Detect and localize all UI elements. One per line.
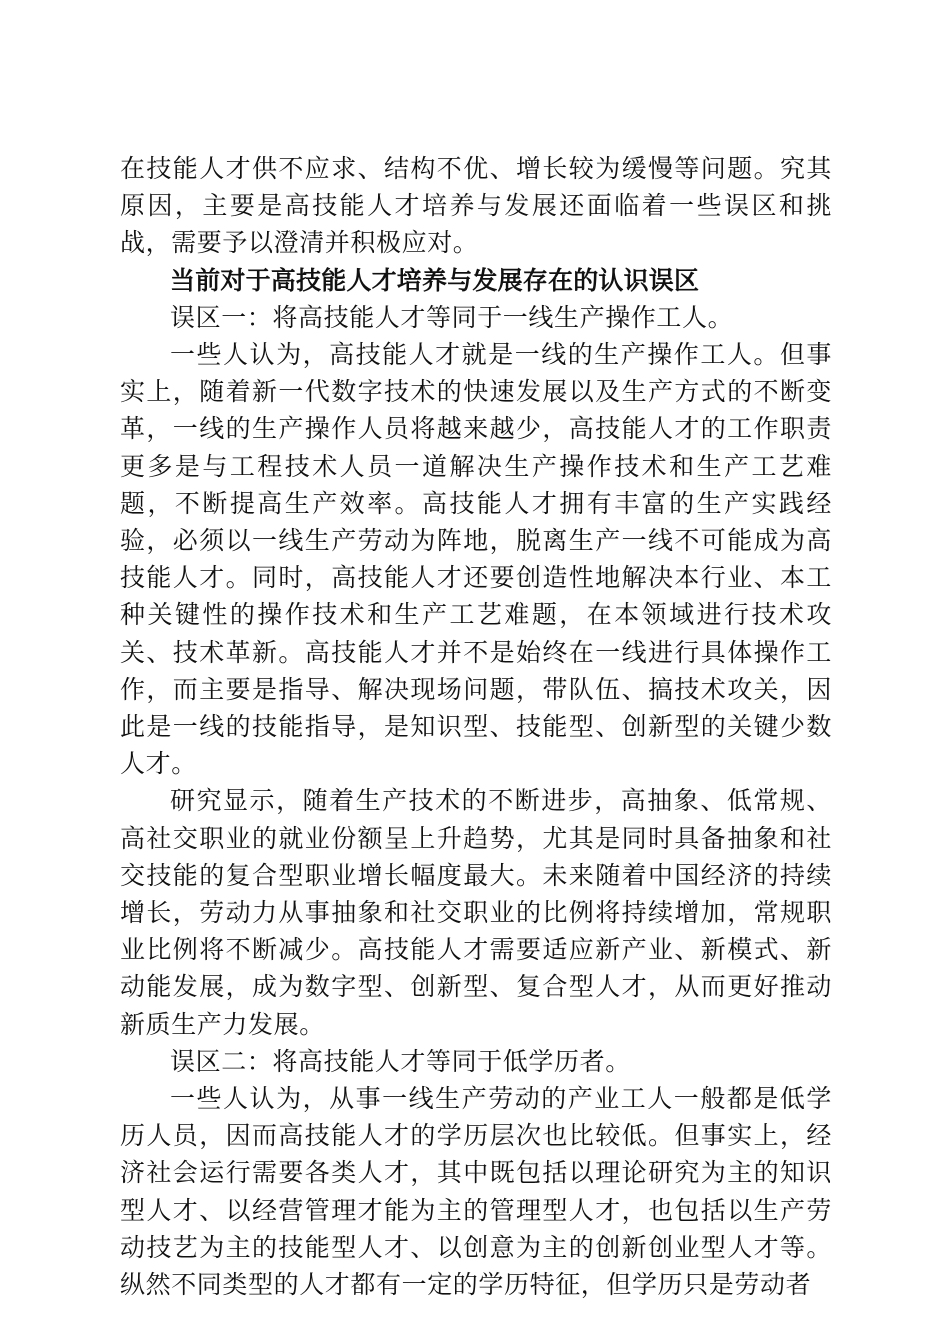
misconception-one-title: 误区一：将高技能人才等同于一线生产操作工人。 [170,302,734,332]
misconception-two-title: 误区二：将高技能人才等同于低学历者。 [170,1046,631,1076]
document-body [120,150,832,1303]
body-paragraph: 一些人认为，从事一线生产劳动的产业工人一般都是低学历人员，因而高技能人才的学历层次也比较低。但事实上，经济社会运行需要各类人才，其中既包括以理论研究为主的知识型人才、以经营管理才能为主的管理型人才，也包括以生产劳动技艺为主的技能型人才、以创意为主的创新创业型人才等。纵然不同类型的人才都有一定的学历特征，但学历只是劳动者 [120,1084,832,1300]
continuation-paragraph: 在技能人才供不应求、结构不优、增长较为缓慢等问题。究其原因，主要是高技能人才培养与发展还面临着一些误区和挑战，需要予以澄清并积极应对。 [120,154,832,258]
body-paragraph: 研究显示，随着生产技术的不断进步，高抽象、低常规、高社交职业的就业份额呈上升趋势，尤其是同时具备抽象和社交技能的复合型职业增长幅度最大。未来随着中国经济的持续增长，劳动力从事抽象和社交职业的比例将持续增加，常规职业比例将不断减少。高技能人才需要适应新产业、新模式、新动能发展，成为数字型、创新型、复合型人才，从而更好推动新质生产力发展。 [120,786,832,1039]
section-heading: 当前对于高技能人才培养与发展存在的认识误区 [170,265,700,295]
body-paragraph: 一些人认为，高技能人才就是一线的生产操作工人。但事实上，随着新一代数字技术的快速发展以及生产方式的不断变革，一线的生产操作人员将越来越少，高技能人才的工作职责更多是与工程技术人员一道解决生产操作技术和生产工艺难题，不断提高生产效率。高技能人才拥有丰富的生产实践经验，必须以一线生产劳动为阵地，脱离生产一线不可能成为高技能人才。同时，高技能人才还要创造性地解决本行业、本工种关键性的操作技术和生产工艺难题，在本领域进行技术攻关、技术革新。高技能人才并不是始终在一线进行具体操作工作，而主要是指导、解决现场问题，带队伍、搞技术攻关，因此是一线的技能指导，是知识型、技能型、创新型的关键少数人才。 [120,340,832,779]
